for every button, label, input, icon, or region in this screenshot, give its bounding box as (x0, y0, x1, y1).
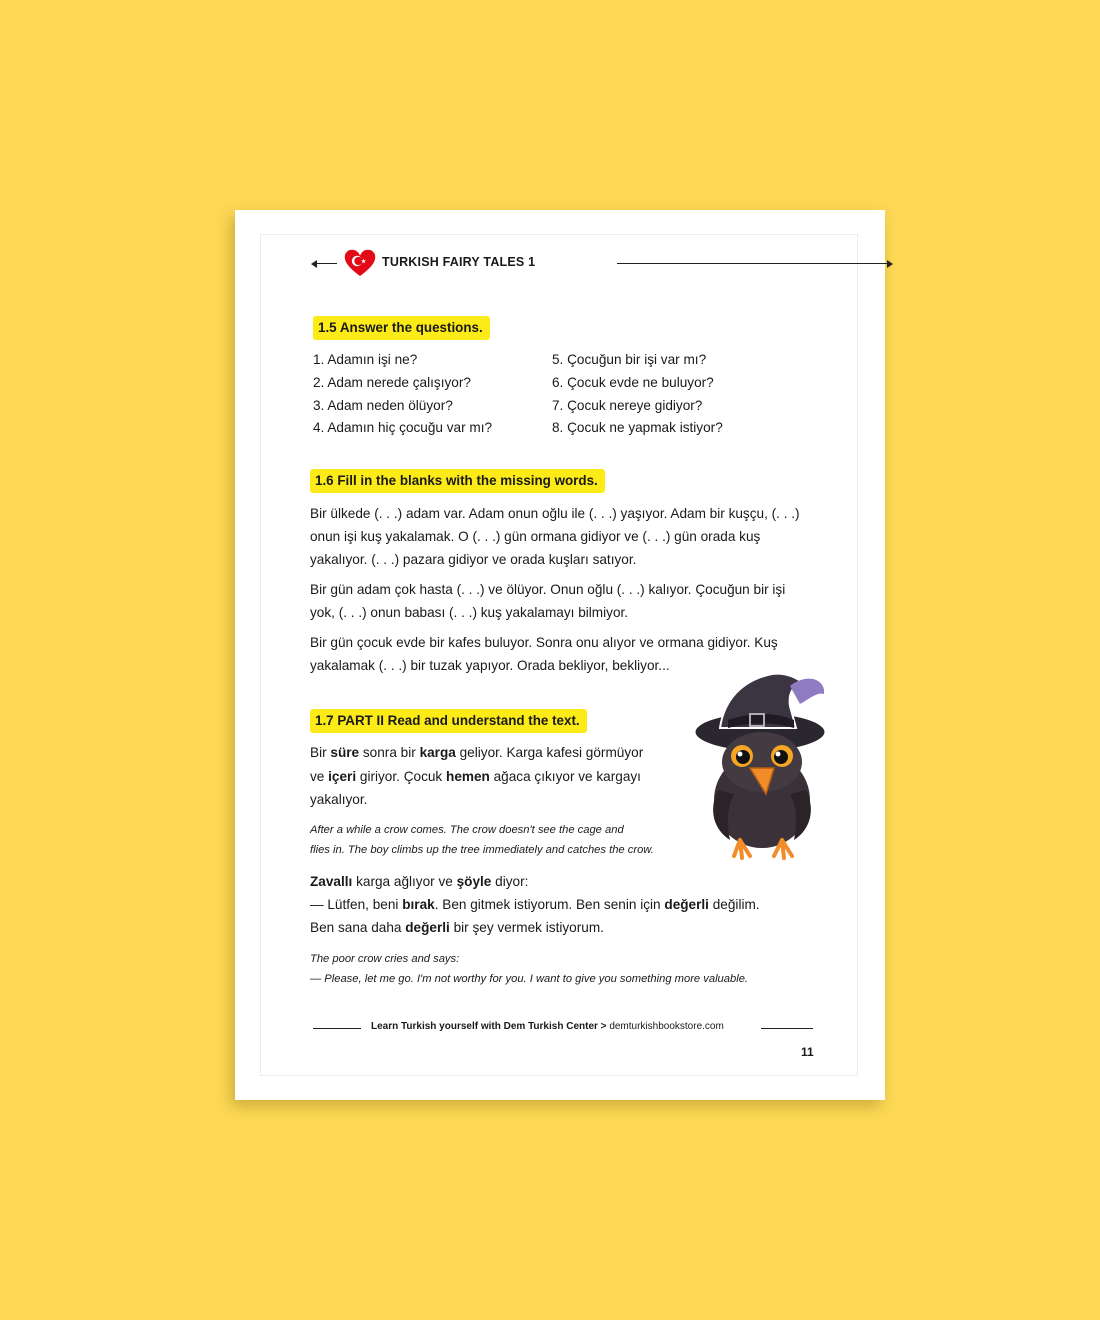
question-item: 5. Çocuğun bir işi var mı? (552, 352, 707, 367)
text-line: After a while a crow comes. The crow doesn't see the cage and (310, 824, 624, 836)
page-header (313, 248, 813, 278)
section-1-7-label: 1.7 PART II Read and understand the text. (310, 709, 587, 733)
translation-1 (310, 821, 654, 860)
witch-crow-illustration (690, 670, 830, 865)
translation-2 (310, 950, 748, 989)
workbook-page (235, 210, 885, 1100)
footer-separator: > (597, 1021, 610, 1032)
fill-blanks-paragraph-1 (310, 502, 820, 571)
reading-paragraph-2 (310, 870, 820, 939)
text-line: Bir ülkede (. . .) adam var. Adam onun oğlu ile (. . .) yaşıyor. Adam bir kuşçu, (. . .) (310, 506, 800, 521)
question-item: 6. Çocuk evde ne buluyor? (552, 374, 714, 390)
footer-tagline: Learn Turkish yourself with Dem Turkish Center (371, 1021, 598, 1032)
text-line: Bir gün çocuk evde bir kafes buluyor. Sonra onu alıyor ve ormana gidiyor. Kuş (310, 635, 778, 650)
question-item: 7. Çocuk nereye gidiyor? (552, 397, 703, 413)
turkish-flag-heart-icon (343, 248, 377, 278)
text-line: Bir süre sonra bir karga geliyor. Karga kafesi görmüyor (310, 745, 644, 760)
text-line: flies in. The boy climbs up the tree immediately and catches the crow. (310, 843, 654, 856)
section-1-6-label: 1.6 Fill in the blanks with the missing words. (310, 469, 605, 493)
question-item: 2. Adam nerede çalışıyor? (313, 374, 471, 390)
text-line: Ben sana daha değerli bir şey vermek istiyorum. (310, 920, 604, 935)
question-item: 8. Çocuk ne yapmak istiyor? (552, 420, 723, 436)
text-line: yakalıyor. (. . .) pazara gidiyor ve orada kuşları satıyor. (310, 552, 637, 567)
text-line: Zavallı karga ağlıyor ve şöyle diyor: (310, 874, 529, 889)
text-line: yakalamak (. . .) bir tuzak yapıyor. Orada bekliyor, bekliyor... (310, 658, 670, 673)
footer-text (371, 1021, 724, 1032)
text-line: yakalıyor. (310, 792, 368, 807)
header-line-right (617, 263, 891, 264)
text-line: — Please, let me go. I'm not worthy for you. I want to give you something more valuable. (310, 972, 749, 985)
header-arrow-left (311, 260, 317, 268)
book-title: TURKISH FAIRY TALES 1 (382, 255, 536, 269)
footer-line-left (313, 1028, 361, 1029)
text-line: yok, (. . .) onun babası (. . .) kuş yakalamayı bilmiyor. (310, 605, 629, 620)
footer-line-right (761, 1028, 813, 1029)
questions-left-column (313, 349, 492, 440)
text-line: ve içeri giriyor. Çocuk hemen ağaca çıkıyor ve kargayı (310, 768, 641, 784)
fill-blanks-paragraph-2 (310, 578, 820, 624)
text-line: onun işi kuş yakalamak. O (. . .) gün ormana gidiyor ve (. . .) gün orada kuş (310, 529, 761, 544)
text-line: Bir gün adam çok hasta (. . .) ve ölüyor. Onun oğlu (. . .) kalıyor. Çocuğun bir işi (310, 582, 786, 597)
question-item: 3. Adam neden ölüyor? (313, 397, 453, 413)
text-line: — Lütfen, beni bırak. Ben gitmek istiyorum. Ben senin için değerli değilim. (310, 897, 760, 912)
page-number: 11 (801, 1045, 814, 1059)
question-item: 1. Adamın işi ne? (313, 352, 418, 367)
question-item: 4. Adamın hiç çocuğu var mı? (313, 420, 493, 436)
reading-paragraph-1 (310, 741, 690, 812)
header-line-left (313, 263, 337, 264)
footer-website-link[interactable]: demturkishbookstore.com (609, 1021, 724, 1032)
questions-right-column (552, 349, 723, 440)
page-footer (313, 1021, 813, 1035)
header-arrow-right (887, 260, 893, 268)
section-1-5-label: 1.5 Answer the questions. (313, 316, 490, 340)
text-line: The poor crow cries and says: (310, 953, 460, 965)
